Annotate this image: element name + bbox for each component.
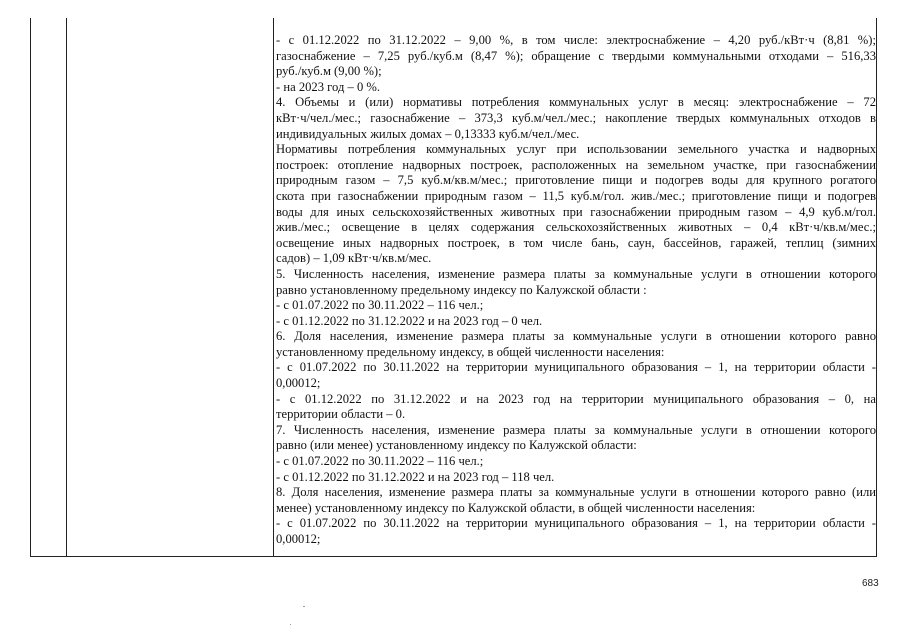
- text-line: - с 01.12.2022 по 31.12.2022 и на 2023 год – 118 чел.: [276, 469, 555, 484]
- scan-speck: [303, 606, 305, 607]
- text-line: - с 01.07.2022 по 30.11.2022 на территории муниципального образования – 1, на территории области -: [276, 516, 876, 531]
- text-line: - на 2023 год – 0 %.: [276, 79, 381, 94]
- text-line: - с 01.12.2022 по 31.12.2022 – 9,00 %, в том числе: электроснабжение – 4,20 руб./кВт·ч (8,81 %);: [276, 33, 876, 47]
- table-column-name: [67, 18, 274, 556]
- text-line: равно (или менее) установленному индексу по Калужской области:: [276, 438, 637, 453]
- text-line: - с 01.12.2022 по 31.12.2022 и на 2023 год – 0 чел.: [276, 313, 543, 328]
- text-line: 0,00012;: [276, 532, 321, 546]
- text-line: газоснабжение – 7,25 руб./куб.м (8,47 %); обращение с твердыми коммунальными отходами – 516,33: [276, 48, 876, 63]
- text-line: - с 01.12.2022 по 31.12.2022 и на 2023 год на территории муниципального образования – 0, на: [276, 391, 876, 406]
- text-line: 7. Численность населения, изменение размера платы за коммунальные услуги в отношении которого: [276, 422, 876, 437]
- text-line: жив./мес.; освещение в целях содержания сельскохозяйственных животных – 0,4 кВт·ч/кв.м/мес.;: [276, 220, 876, 235]
- text-line: равно установленному предельному индексу по Калужской области :: [276, 282, 647, 297]
- text-line: природным газом – 7,5 куб.м/кв.м/мес.; приготовление пищи и подогрев воды для крупного рогатого: [276, 173, 876, 188]
- text-line: воды для иных сельскохозяйственных животных при газоснабжении природным газом – 4,9 куб.м/гол.: [276, 204, 876, 219]
- table-column-content: [274, 18, 878, 556]
- text-line: менее) установленному индексу по Калужской области, в общей численности населения:: [276, 500, 756, 515]
- text-line: руб./куб.м (9,00 %);: [276, 64, 382, 79]
- text-line: индивидуальных жилых домах – 0,13333 куб.м/чел./мес.: [276, 126, 580, 141]
- document-table: [30, 18, 877, 557]
- text-line: Нормативы потребления коммунальных услуг при использовании земельного участка и надворных: [276, 142, 876, 157]
- text-line: 8. Доля населения, изменение размера платы за коммунальные услуги в отношении которого равно (или: [276, 485, 876, 500]
- text-line: - с 01.07.2022 по 30.11.2022 – 116 чел.;: [276, 454, 484, 469]
- text-line: кВт·ч/чел./мес.; газоснабжение – 373,3 куб.м/чел./мес.; накопление твердых коммунальных отходов в: [276, 110, 876, 125]
- text-line: 6. Доля населения, изменение размера платы за коммунальные услуги в отношении которого равно: [276, 329, 876, 344]
- content-text: [276, 33, 876, 548]
- text-line: построек: отопление надворных построек, расположенных на земельном участке, при газоснабжении: [276, 157, 876, 172]
- text-line: 4. Объемы и (или) нормативы потребления коммунальных услуг в месяц: электроснабжение – 72: [276, 95, 876, 110]
- page-number: 683: [862, 578, 879, 589]
- text-line: - с 01.07.2022 по 30.11.2022 на территории муниципального образования – 1, на территории области -: [276, 360, 876, 375]
- scan-speck: [290, 624, 291, 625]
- text-line: освещение иных надворных построек, в том числе бань, саун, бассейнов, гаражей, теплиц (зимних: [276, 235, 876, 250]
- text-line: 5. Численность населения, изменение размера платы за коммунальные услуги в отношении которого: [276, 266, 876, 281]
- text-line: установленному предельному индексу, в общей численности населения:: [276, 344, 665, 359]
- text-line: скота при газоснабжении природным газом – 11,5 куб.м/гол. жив./мес.; приготовление пищи и подогрев: [276, 188, 876, 203]
- table-column-number: [31, 18, 67, 556]
- text-line: территории области – 0.: [276, 407, 406, 422]
- text-line: - с 01.07.2022 по 30.11.2022 – 116 чел.;: [276, 298, 484, 313]
- text-line: 0,00012;: [276, 376, 321, 391]
- text-line: садов) – 1,09 кВт·ч/кв.м/мес.: [276, 251, 432, 266]
